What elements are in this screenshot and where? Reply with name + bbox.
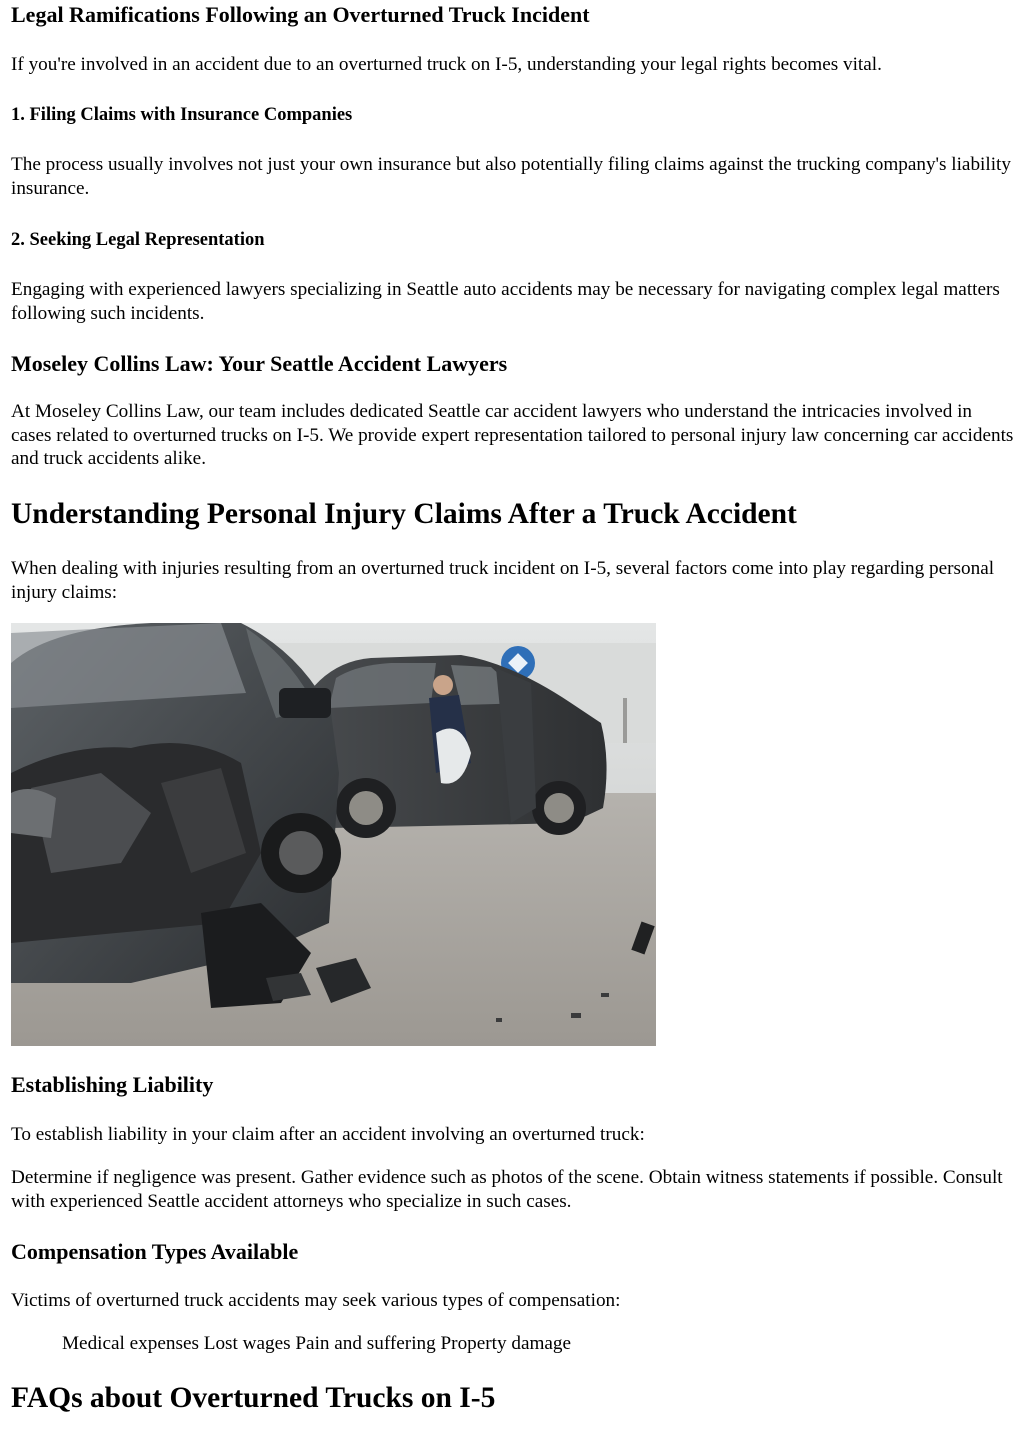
car-accident-illustration: [11, 623, 656, 1046]
personal-injury-intro-paragraph: When dealing with injuries resulting from an overturned truck incident on I-5, several factors come into play regarding personal injury claims:: [11, 558, 995, 603]
legal-intro-paragraph: If you're involved in an accident due to an overturned truck on I-5, understanding your legal rights becomes vital.: [11, 54, 882, 75]
compensation-types-list: Medical expenses Lost wages Pain and suffering Property damage: [62, 1333, 572, 1354]
liability-steps-paragraph: Determine if negligence was present. Gather evidence such as photos of the scene. Obtain witness statements if possible. Consult with experienced Seattle accident attorneys who specialize in such cases.: [11, 1167, 1003, 1212]
faqs-heading: FAQs about Overturned Trucks on I-5: [11, 1382, 496, 1414]
personal-injury-claims-heading: Understanding Personal Injury Claims After a Truck Accident: [11, 498, 797, 530]
legal-ramifications-heading: Legal Ramifications Following an Overturned Truck Incident: [11, 2, 590, 27]
compensation-types-heading: Compensation Types Available: [11, 1239, 299, 1264]
compensation-intro-paragraph: Victims of overturned truck accidents may seek various types of compensation:: [11, 1290, 621, 1311]
filing-claims-heading: 1. Filing Claims with Insurance Companies: [11, 105, 353, 125]
legal-representation-heading: 2. Seeking Legal Representation: [11, 230, 265, 250]
moseley-collins-paragraph: At Moseley Collins Law, our team includes dedicated Seattle car accident lawyers who understand the intricacies involved in cases related to overturned trucks on I-5. We provide expert representation tailored to personal injury law concerning car accidents and truck accidents alike.: [11, 401, 1014, 469]
legal-representation-paragraph: Engaging with experienced lawyers specializing in Seattle auto accidents may be necessary for navigating complex legal matters following such incidents.: [11, 279, 1000, 324]
car-accident-photo: [11, 623, 656, 1046]
establishing-liability-heading: Establishing Liability: [11, 1072, 214, 1097]
liability-intro-paragraph: To establish liability in your claim after an accident involving an overturned truck:: [11, 1124, 645, 1145]
filing-claims-paragraph: The process usually involves not just your own insurance but also potentially filing claims against the trucking company's liability insurance.: [11, 154, 1011, 199]
moseley-collins-heading: Moseley Collins Law: Your Seattle Accident Lawyers: [11, 351, 508, 376]
